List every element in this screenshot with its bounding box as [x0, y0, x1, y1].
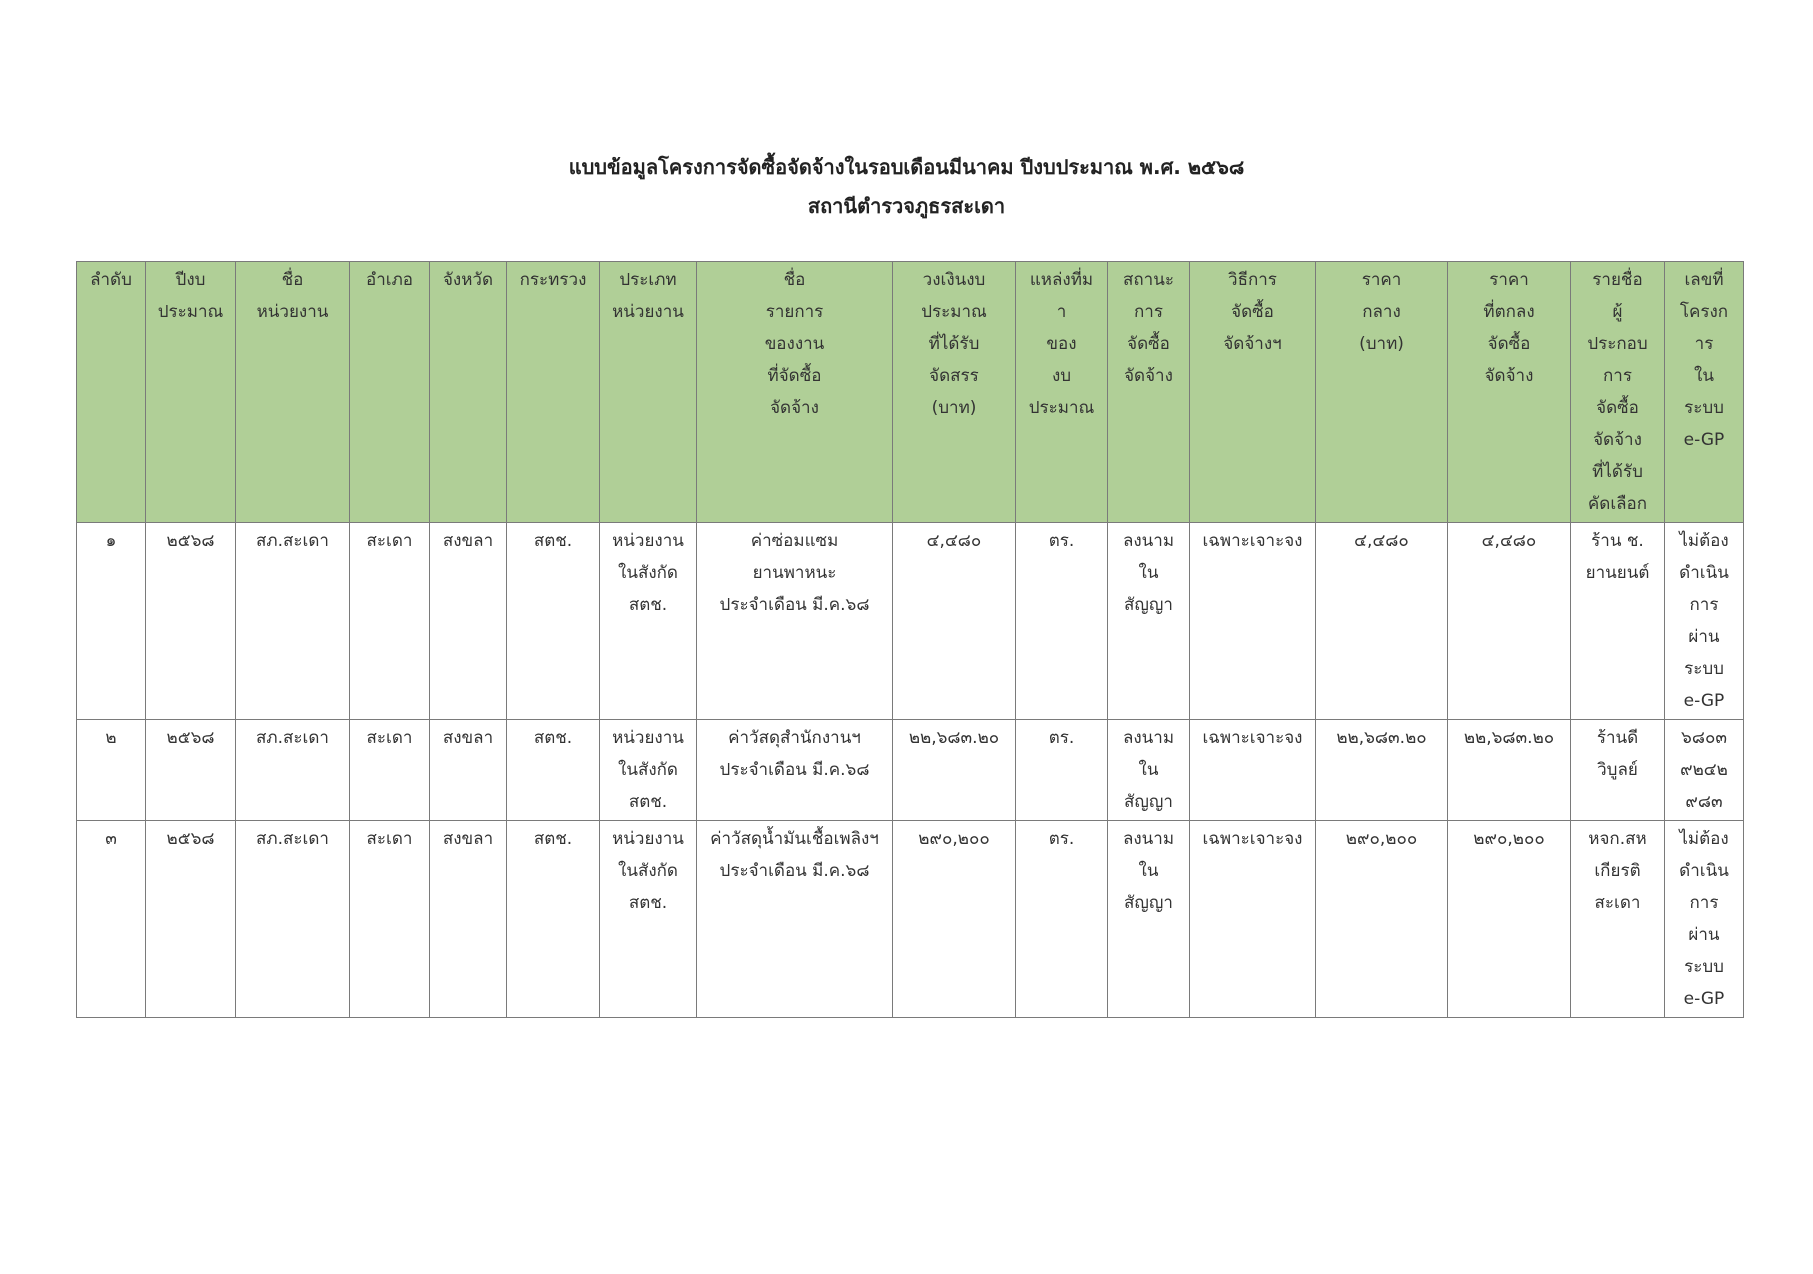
column-header-line: ที่ตกลง	[1483, 302, 1535, 322]
cell-text: e-GP	[1683, 691, 1725, 711]
cell-text: ๑	[105, 531, 117, 551]
cell-text: หจก.สห	[1588, 829, 1647, 849]
table-cell	[507, 821, 600, 1018]
column-header-line: จัดซื้อ	[1487, 334, 1531, 354]
cell-text: การ	[1689, 595, 1719, 615]
table-header	[77, 262, 1744, 523]
table-cell	[1448, 821, 1571, 1018]
cell-text: ๔,๔๘๐	[1354, 531, 1409, 551]
column-header-line: ปีงบ	[175, 270, 206, 290]
table-cell	[146, 523, 236, 720]
cell-text: สงขลา	[442, 531, 494, 551]
column-header-line: าร	[1694, 334, 1714, 354]
table-cell	[1108, 523, 1190, 720]
column-header-line: จัดซื้อ	[1231, 302, 1274, 322]
column-header-line: (บาท)	[931, 398, 977, 418]
cell-text: ๒๕๖๘	[166, 829, 215, 849]
column-header	[600, 262, 697, 523]
table-cell	[77, 523, 146, 720]
column-header	[1665, 262, 1744, 523]
cell-text: ๙๒๔๒	[1680, 760, 1728, 780]
table-cell	[1316, 821, 1448, 1018]
column-header-line: e-GP	[1683, 430, 1725, 450]
table-cell	[146, 720, 236, 821]
cell-text: ยานพาหนะ	[752, 563, 837, 583]
table-row	[77, 720, 1744, 821]
cell-text: สภ.สะเดา	[256, 531, 329, 551]
cell-text: ใน	[1138, 563, 1159, 583]
column-header	[1190, 262, 1316, 523]
cell-text: ๒๙๐,๒๐๐	[918, 829, 990, 849]
column-header-line: ผู้	[1612, 302, 1623, 322]
cell-text: สตช.	[628, 893, 668, 913]
cell-text: ในสังกัด	[618, 563, 678, 583]
cell-text: ๒๒,๖๘๓.๒๐	[1336, 728, 1427, 748]
cell-text: ผ่าน	[1688, 627, 1720, 647]
cell-text: สงขลา	[442, 829, 494, 849]
column-header-line: การ	[1134, 302, 1163, 322]
column-header	[1016, 262, 1108, 523]
cell-text: ๒	[105, 728, 117, 748]
cell-text: สภ.สะเดา	[256, 728, 329, 748]
cell-text: เฉพาะเจาะจง	[1202, 728, 1303, 748]
column-header-line: จัดสรร	[929, 366, 979, 386]
column-header	[236, 262, 350, 523]
cell-text: ตร.	[1048, 829, 1075, 849]
cell-text: สะเดา	[366, 829, 413, 849]
table-cell	[236, 720, 350, 821]
column-header-line: ระบบ	[1684, 398, 1724, 418]
cell-text: ลงนาม	[1122, 829, 1175, 849]
cell-text: สัญญา	[1124, 595, 1173, 615]
cell-text: วิบูลย์	[1597, 760, 1638, 780]
column-header-line: งบ	[1051, 366, 1072, 386]
column-header	[1108, 262, 1190, 523]
column-header-line: รายชื่อ	[1592, 270, 1643, 290]
table-cell	[697, 523, 893, 720]
column-header-line: รายการ	[765, 302, 824, 322]
column-header-line: จัดจ้าง	[1484, 366, 1534, 386]
column-header	[507, 262, 600, 523]
table-cell	[350, 821, 430, 1018]
table-cell	[600, 821, 697, 1018]
column-header	[430, 262, 507, 523]
table-body	[77, 523, 1744, 1018]
table-cell	[1190, 523, 1316, 720]
table-cell	[697, 720, 893, 821]
column-header	[1571, 262, 1665, 523]
column-header-line: ชื่อ	[783, 270, 806, 290]
column-header-line: ประกอบ	[1587, 334, 1648, 354]
cell-text: สตช.	[628, 792, 668, 812]
cell-text: ระบบ	[1684, 957, 1724, 977]
table-cell	[350, 523, 430, 720]
column-header-line: ของ	[1046, 334, 1077, 354]
table-cell	[1316, 523, 1448, 720]
cell-text: ดำเนิน	[1679, 563, 1729, 583]
table-cell	[430, 720, 507, 821]
document-title-block	[0, 148, 1813, 226]
table-cell	[1108, 821, 1190, 1018]
cell-text: ๒๙๐,๒๐๐	[1345, 829, 1418, 849]
cell-text: ในสังกัด	[618, 861, 678, 881]
cell-text: ๖๘๐๓	[1681, 728, 1727, 748]
cell-text: สตช.	[628, 595, 668, 615]
column-header-line: หน่วยงาน	[612, 302, 684, 322]
table-cell	[77, 720, 146, 821]
cell-text: หน่วยงาน	[612, 531, 684, 551]
table-cell	[1448, 523, 1571, 720]
column-header-line: วงเงินงบ	[922, 270, 986, 290]
table-cell	[236, 821, 350, 1018]
table-cell	[146, 821, 236, 1018]
column-header	[1448, 262, 1571, 523]
cell-text: ๒๕๖๘	[166, 728, 215, 748]
cell-text: สะเดา	[366, 728, 413, 748]
cell-text: e-GP	[1683, 989, 1725, 1009]
column-header-line: จังหวัด	[442, 270, 494, 290]
table-cell	[1016, 523, 1108, 720]
column-header-line: (บาท)	[1359, 334, 1404, 354]
column-header	[893, 262, 1016, 523]
cell-text: ไม่ต้อง	[1679, 829, 1729, 849]
cell-text: สัญญา	[1124, 893, 1173, 913]
table-cell	[893, 523, 1016, 720]
column-header	[697, 262, 893, 523]
cell-text: ๒๕๖๘	[166, 531, 215, 551]
cell-text: สงขลา	[442, 728, 494, 748]
cell-text: ๒๒,๖๘๓.๒๐	[908, 728, 1000, 748]
table-cell	[1190, 720, 1316, 821]
column-header-line: ที่ได้รับ	[1592, 462, 1643, 482]
column-header-line: แหล่งที่ม	[1029, 270, 1094, 290]
column-header-line: ประเภท	[619, 270, 677, 290]
cell-text: ระบบ	[1684, 659, 1724, 679]
document-title: แบบข้อมูลโครงการจัดซื้อจัดจ้างในรอบเดือนมีนาคม ปีงบประมาณ พ.ศ. ๒๕๖๘	[568, 155, 1245, 179]
column-header-line: ชื่อ	[281, 270, 304, 290]
table-cell	[507, 720, 600, 821]
cell-text: สตช.	[533, 829, 573, 849]
table-cell	[1571, 720, 1665, 821]
table-cell	[1448, 720, 1571, 821]
column-header-line: จัดซื้อ	[1127, 334, 1170, 354]
cell-text: ลงนาม	[1122, 531, 1175, 551]
table-cell	[507, 523, 600, 720]
table-cell	[893, 821, 1016, 1018]
cell-text: ใน	[1138, 760, 1159, 780]
cell-text: ร้าน ช.	[1591, 531, 1644, 551]
column-header-line: ราคา	[1489, 270, 1529, 290]
cell-text: ๙๘๓	[1685, 792, 1723, 812]
table-row	[77, 821, 1744, 1018]
cell-text: ดำเนิน	[1679, 861, 1729, 881]
cell-text: สภ.สะเดา	[256, 829, 329, 849]
table-cell	[600, 523, 697, 720]
column-header-line: โครงก	[1679, 302, 1729, 322]
table-cell	[1571, 821, 1665, 1018]
cell-text: ไม่ต้อง	[1679, 531, 1729, 551]
column-header-line: จัดจ้างฯ	[1223, 334, 1282, 354]
cell-text: ร้านดี	[1596, 728, 1639, 748]
column-header-line: การ	[1603, 366, 1632, 386]
procurement-table	[76, 261, 1744, 1018]
table-cell	[893, 720, 1016, 821]
cell-text: ค่าวัสดุสำนักงานฯ	[728, 728, 861, 748]
cell-text: สตช.	[533, 728, 573, 748]
column-header-line: วิธีการ	[1228, 270, 1277, 290]
column-header-line: อำเภอ	[366, 270, 413, 290]
cell-text: ค่าซ่อมแซม	[750, 531, 839, 551]
cell-text: ยานยนต์	[1585, 563, 1650, 583]
table-cell	[350, 720, 430, 821]
cell-text: ผ่าน	[1688, 925, 1720, 945]
cell-text: เฉพาะเจาะจง	[1202, 829, 1303, 849]
cell-text: ในสังกัด	[618, 760, 678, 780]
cell-text: ลงนาม	[1122, 728, 1175, 748]
column-header-line: ของงาน	[764, 334, 825, 354]
cell-text: หน่วยงาน	[612, 728, 684, 748]
column-header-line: ราคา	[1361, 270, 1402, 290]
table-row	[77, 523, 1744, 720]
table-cell	[1016, 821, 1108, 1018]
cell-text: ประจำเดือน มี.ค.๖๘	[719, 595, 870, 615]
column-header-line: กระทรวง	[519, 270, 587, 290]
cell-text: ประจำเดือน มี.ค.๖๘	[719, 861, 870, 881]
table-cell	[1571, 523, 1665, 720]
column-header-line: ที่จัดซื้อ	[767, 366, 822, 386]
cell-text: ๔,๔๘๐	[1481, 531, 1537, 551]
cell-text: เฉพาะเจาะจง	[1202, 531, 1303, 551]
cell-text: ใน	[1138, 861, 1159, 881]
table-cell	[697, 821, 893, 1018]
column-header-line: ลำดับ	[90, 270, 132, 290]
cell-text: สัญญา	[1124, 792, 1173, 812]
table-cell	[77, 821, 146, 1018]
cell-text: ๔,๔๘๐	[926, 531, 982, 551]
cell-text: เกียรติ	[1594, 861, 1641, 881]
table-cell	[1108, 720, 1190, 821]
table-cell	[1665, 720, 1744, 821]
cell-text: ๓	[105, 829, 117, 849]
cell-text: ตร.	[1048, 531, 1075, 551]
column-header	[77, 262, 146, 523]
table-cell	[1190, 821, 1316, 1018]
column-header-line: ประมาณ	[921, 302, 987, 322]
table-cell	[1665, 523, 1744, 720]
cell-text: การ	[1689, 893, 1719, 913]
column-header-line: ประมาณ	[1028, 398, 1095, 418]
cell-text: หน่วยงาน	[612, 829, 684, 849]
column-header-line: กลาง	[1362, 302, 1401, 322]
cell-text: สะเดา	[366, 531, 413, 551]
column-header	[1316, 262, 1448, 523]
column-header-line: จัดจ้าง	[1124, 366, 1173, 386]
table-cell	[1316, 720, 1448, 821]
column-header-line: หน่วยงาน	[256, 302, 329, 322]
cell-text: สตช.	[533, 531, 573, 551]
cell-text: ๒๒,๖๘๓.๒๐	[1463, 728, 1555, 748]
column-header-line: จัดซื้อ	[1596, 398, 1639, 418]
cell-text: ตร.	[1048, 728, 1075, 748]
column-header	[146, 262, 236, 523]
table-cell	[1665, 821, 1744, 1018]
column-header-line: จัดจ้าง	[770, 398, 819, 418]
table-cell	[430, 821, 507, 1018]
column-header	[350, 262, 430, 523]
column-header-line: ประมาณ	[157, 302, 224, 322]
column-header-line: สถานะ	[1123, 270, 1174, 290]
column-header-line: ใน	[1694, 366, 1714, 386]
table-cell	[430, 523, 507, 720]
column-header-line: ที่ได้รับ	[928, 334, 980, 354]
cell-text: ประจำเดือน มี.ค.๖๘	[719, 760, 870, 780]
table-cell	[600, 720, 697, 821]
header-row	[77, 262, 1744, 523]
column-header-line: คัดเลือก	[1587, 494, 1648, 514]
cell-text: ค่าวัสดุน้ำมันเชื้อเพลิงฯ	[710, 829, 879, 849]
document-subtitle: สถานีตำรวจภูธรสะเดา	[807, 194, 1006, 218]
column-header-line: เลขที่	[1684, 270, 1724, 290]
cell-text: ๒๙๐,๒๐๐	[1473, 829, 1545, 849]
column-header-line: จัดจ้าง	[1593, 430, 1642, 450]
column-header-line: า	[1056, 302, 1067, 322]
cell-text: สะเดา	[1594, 893, 1641, 913]
table-cell	[236, 523, 350, 720]
table-cell	[1016, 720, 1108, 821]
